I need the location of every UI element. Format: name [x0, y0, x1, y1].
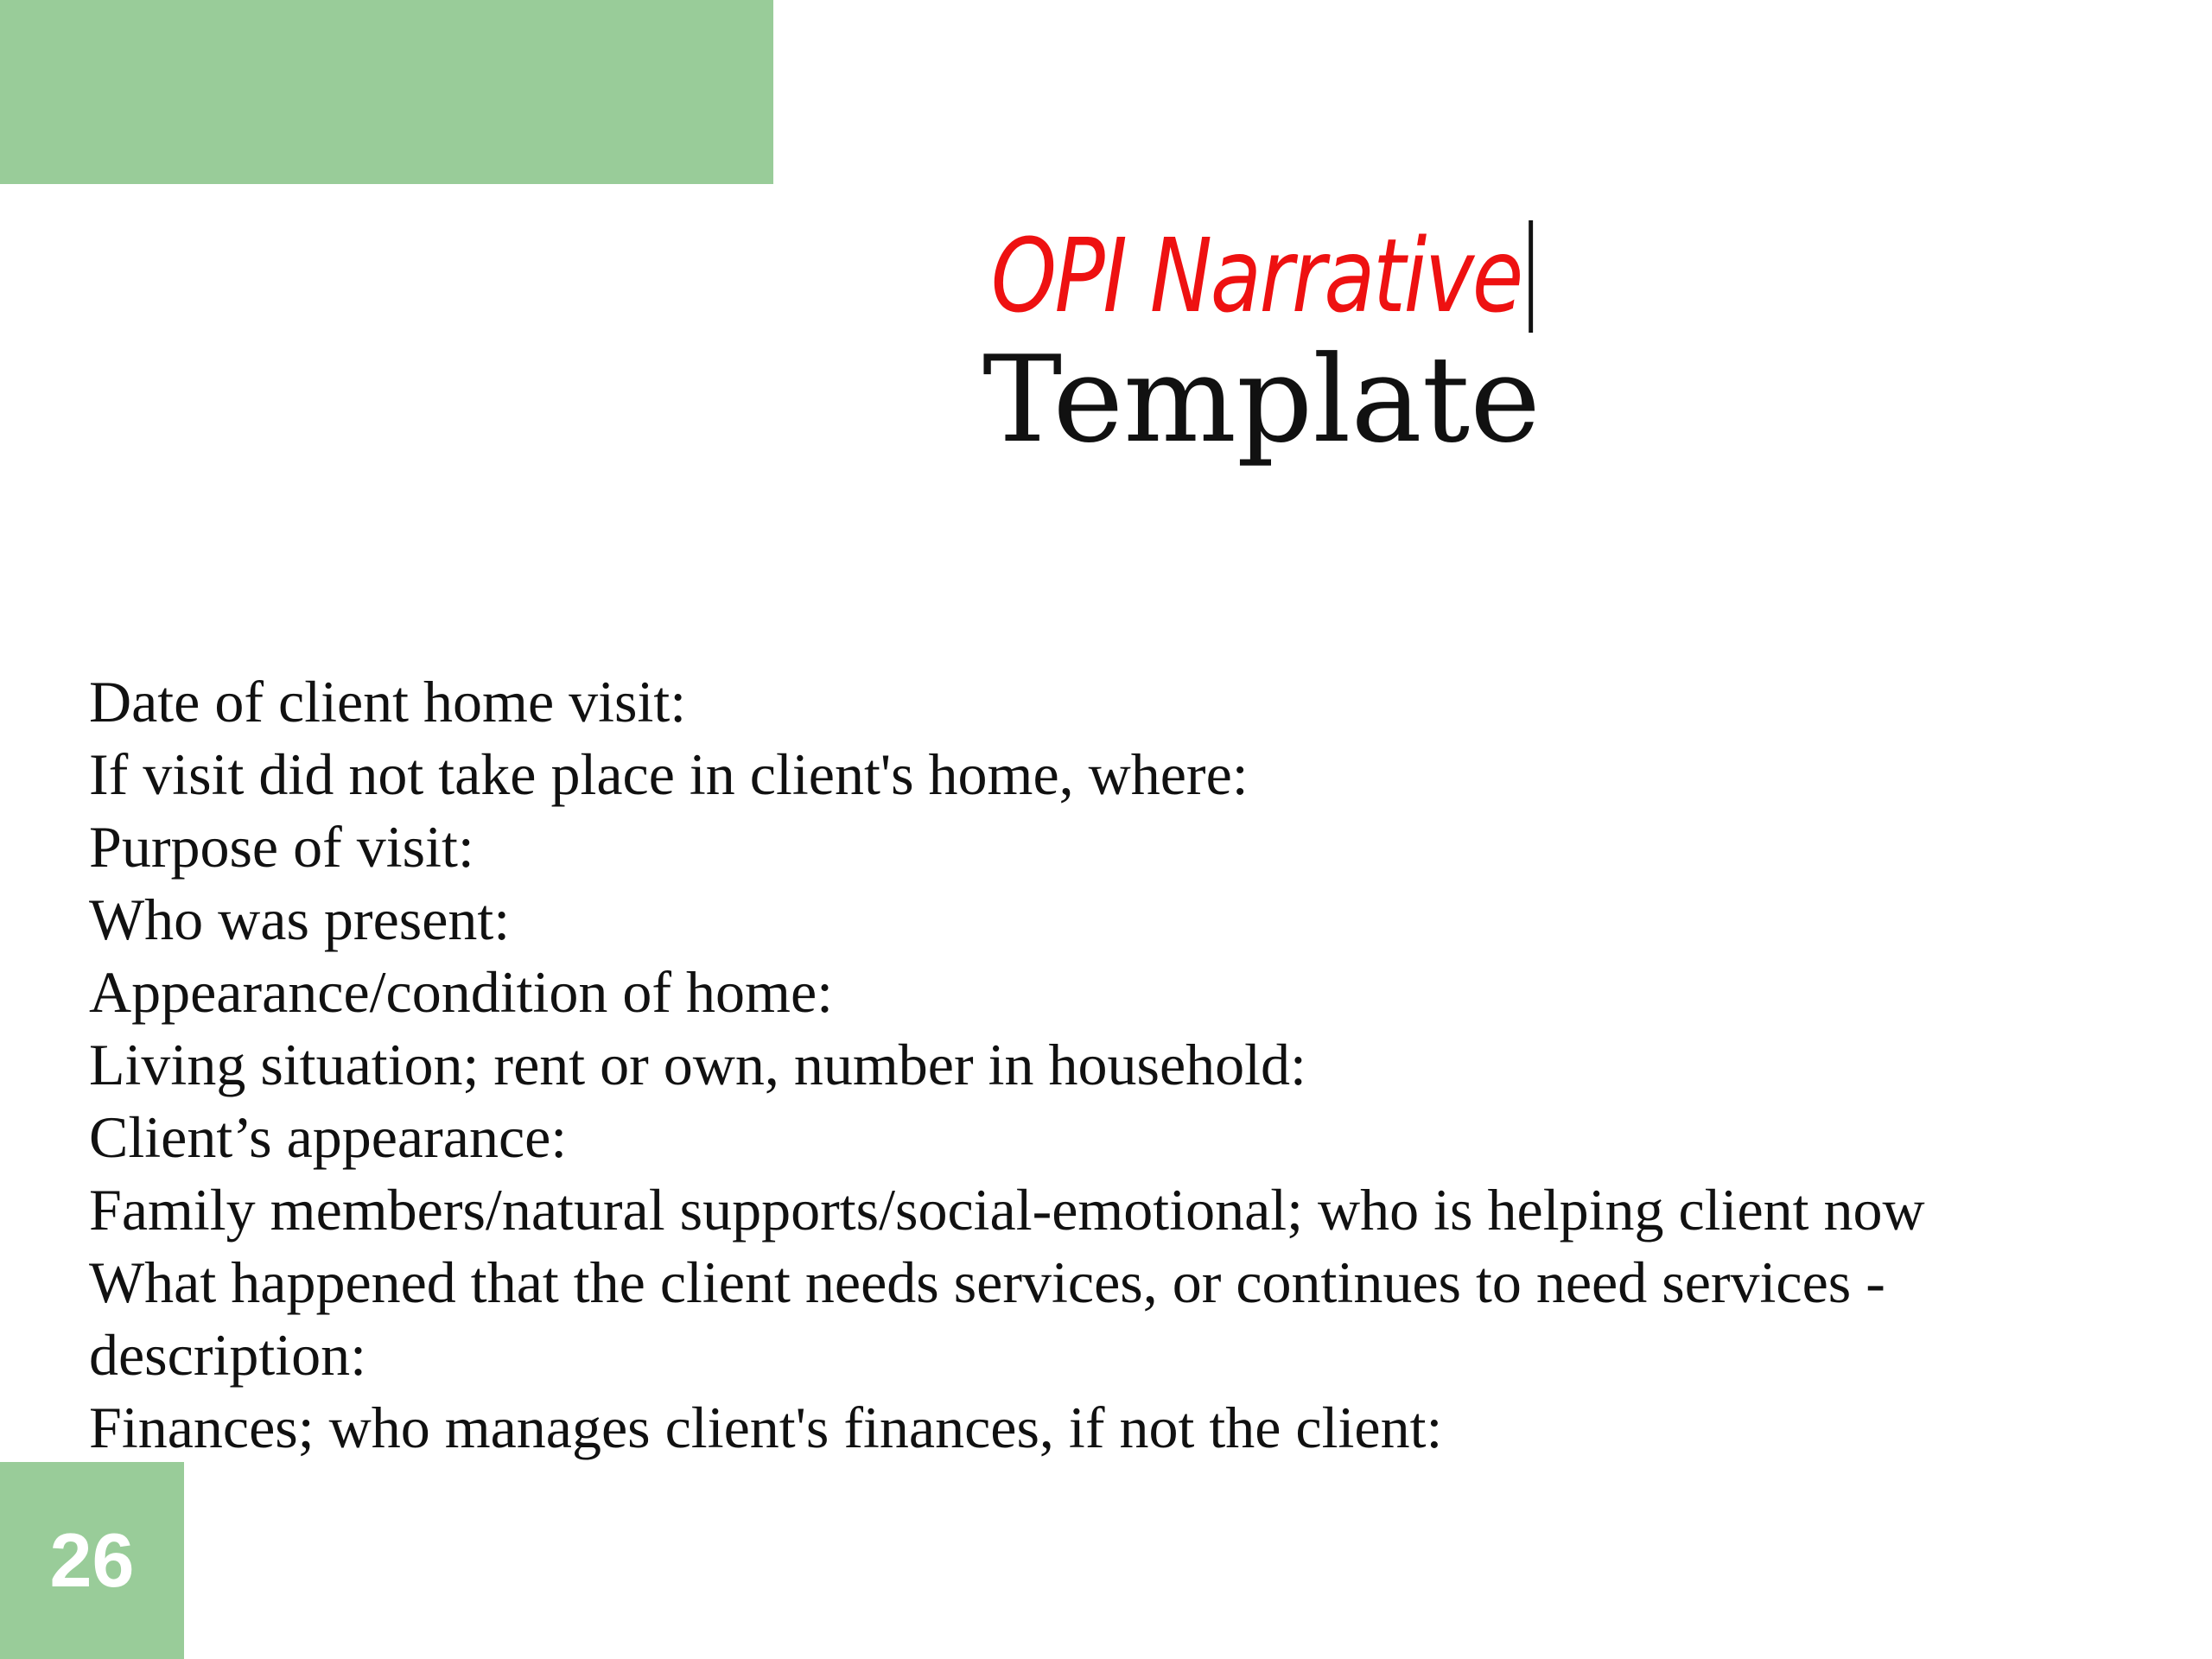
field-visit-date: Date of client home visit:	[89, 669, 687, 734]
top-accent-bar	[0, 0, 773, 184]
field-client-appearance: Client’s appearance:	[89, 1104, 568, 1170]
field-home-condition: Appearance/condition of home:	[89, 959, 834, 1025]
field-visit-location: If visit did not take place in client's home, where:	[89, 741, 1249, 807]
field-visit-purpose: Purpose of visit:	[89, 814, 474, 880]
slide-title	[864, 216, 1659, 469]
field-service-need-description: description:	[89, 1322, 367, 1388]
field-finances: Finances; who manages client's finances, if not the client:	[89, 1395, 1443, 1460]
page-number: 26	[49, 1517, 135, 1603]
title-handwritten: OPI Narrative	[990, 220, 1532, 333]
field-living-situation: Living situation; rent or own, number in household:	[89, 1032, 1306, 1097]
field-family-supports: Family members/natural supports/social-emotional; who is helping client now	[89, 1177, 1925, 1243]
template-field-list	[89, 665, 2212, 1464]
field-service-need: What happened that the client needs services, or continues to need services -	[89, 1249, 1885, 1315]
title-template: Template	[982, 329, 1541, 469]
page-number-badge	[0, 1462, 184, 1659]
field-who-present: Who was present:	[89, 887, 511, 952]
